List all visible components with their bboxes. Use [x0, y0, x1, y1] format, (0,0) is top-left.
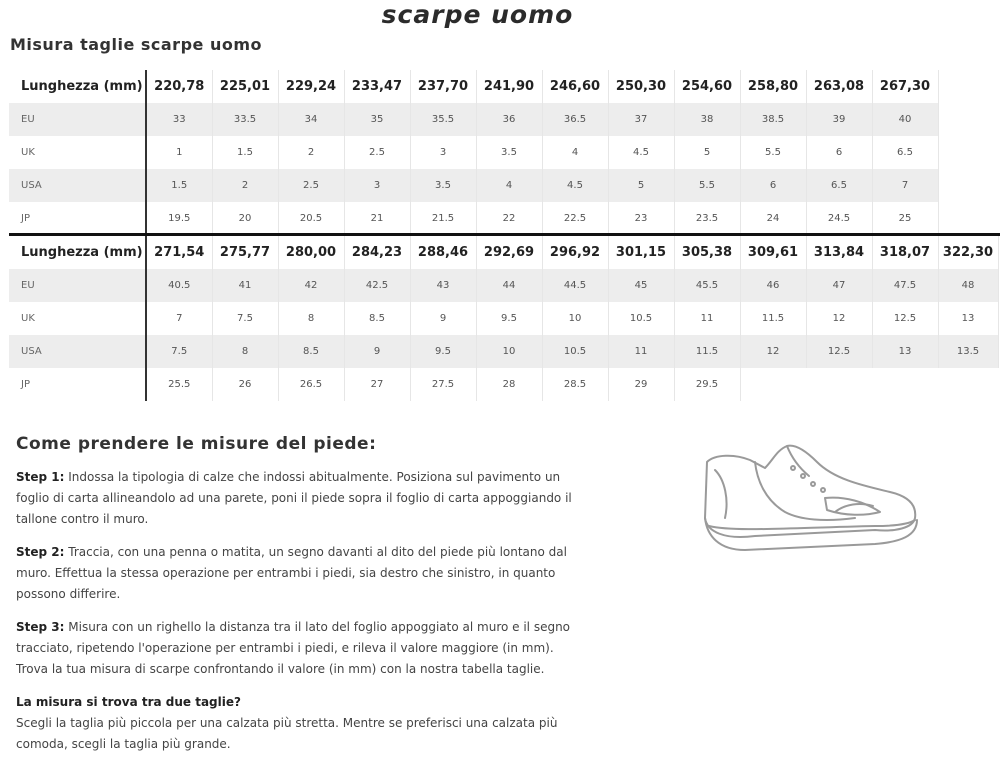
step-3-label: Step 3:	[16, 620, 65, 634]
size-cell: 3.5	[476, 136, 542, 169]
size-cell: 250,30	[608, 70, 674, 103]
size-cell: 4	[542, 136, 608, 169]
size-cell: 13	[938, 302, 998, 335]
size-cell: 5	[674, 136, 740, 169]
size-cell: 6	[806, 136, 872, 169]
tip	[16, 692, 576, 755]
size-cell: 225,01	[212, 70, 278, 103]
size-cell: 25.5	[146, 368, 212, 401]
step-2-label: Step 2:	[16, 545, 65, 559]
size-cell: 6.5	[806, 169, 872, 202]
size-table-2	[9, 236, 999, 401]
size-cell: 27	[344, 368, 410, 401]
size-cell: 4	[476, 169, 542, 202]
size-cell: 41	[212, 269, 278, 302]
size-cell: 292,69	[476, 236, 542, 269]
size-cell: 229,24	[278, 70, 344, 103]
size-cell: 280,00	[278, 236, 344, 269]
size-cell: 2	[212, 169, 278, 202]
size-cell: 22	[476, 202, 542, 235]
size-cell: 24.5	[806, 202, 872, 235]
size-cell: 296,92	[542, 236, 608, 269]
sneaker-outline-icon	[695, 440, 925, 555]
size-cell: 46	[740, 269, 806, 302]
size-cell: 37	[608, 103, 674, 136]
size-cell: 220,78	[146, 70, 212, 103]
size-cell: 7	[872, 169, 938, 202]
row-uk	[9, 136, 938, 169]
size-cell: 309,61	[740, 236, 806, 269]
size-cell: 19.5	[146, 202, 212, 235]
row-jp	[9, 202, 938, 235]
size-cell: 12.5	[872, 302, 938, 335]
size-cell: 38.5	[740, 103, 806, 136]
step-2	[16, 542, 576, 605]
size-cell: 20	[212, 202, 278, 235]
size-cell: 237,70	[410, 70, 476, 103]
size-cell: 5.5	[674, 169, 740, 202]
row-label: EU	[9, 103, 146, 136]
size-cell: 36	[476, 103, 542, 136]
row-lunghezza	[9, 236, 998, 269]
measuring-guide	[16, 434, 576, 767]
size-cell: 45.5	[674, 269, 740, 302]
size-cell: 8	[278, 302, 344, 335]
size-cell: 33	[146, 103, 212, 136]
size-cell: 45	[608, 269, 674, 302]
size-cell: 4.5	[542, 169, 608, 202]
size-cell: 13	[872, 335, 938, 368]
size-cell: 233,47	[344, 70, 410, 103]
size-cell: 12	[740, 335, 806, 368]
size-cell: 1	[146, 136, 212, 169]
size-cell	[806, 368, 872, 401]
size-cell: 9.5	[410, 335, 476, 368]
size-cell: 11	[608, 335, 674, 368]
size-cell: 322,30	[938, 236, 998, 269]
size-cell: 47.5	[872, 269, 938, 302]
size-cell: 47	[806, 269, 872, 302]
size-cell: 36.5	[542, 103, 608, 136]
size-cell: 3	[344, 169, 410, 202]
size-cell: 33.5	[212, 103, 278, 136]
row-label: Lunghezza (mm)	[9, 70, 146, 103]
row-label: USA	[9, 169, 146, 202]
size-cell: 26.5	[278, 368, 344, 401]
row-jp	[9, 368, 998, 401]
size-cell: 5.5	[740, 136, 806, 169]
row-label: Lunghezza (mm)	[9, 236, 146, 269]
step-1-label: Step 1:	[16, 470, 65, 484]
size-cell: 29.5	[674, 368, 740, 401]
size-cell: 5	[608, 169, 674, 202]
size-cell: 313,84	[806, 236, 872, 269]
size-cell: 301,15	[608, 236, 674, 269]
size-cell	[740, 368, 806, 401]
size-cell: 42	[278, 269, 344, 302]
size-cell: 8.5	[278, 335, 344, 368]
size-cell: 9	[410, 302, 476, 335]
size-cell: 23	[608, 202, 674, 235]
size-cell: 7.5	[212, 302, 278, 335]
size-cell: 29	[608, 368, 674, 401]
size-cell: 22.5	[542, 202, 608, 235]
tip-answer: Scegli la taglia più piccola per una calzata più stretta. Mentre se preferisci una calzata più comoda, scegli la taglia più grande.	[16, 716, 558, 751]
size-cell: 44	[476, 269, 542, 302]
size-cell: 28.5	[542, 368, 608, 401]
size-cell: 254,60	[674, 70, 740, 103]
step-3	[16, 617, 576, 680]
size-table-1	[9, 70, 939, 235]
size-cell: 271,54	[146, 236, 212, 269]
guide-heading: Come prendere le misure del piede:	[16, 434, 377, 454]
size-cell	[938, 368, 998, 401]
size-cell: 25	[872, 202, 938, 235]
size-cell: 43	[410, 269, 476, 302]
row-uk	[9, 302, 998, 335]
size-cell: 3.5	[410, 169, 476, 202]
row-usa	[9, 335, 998, 368]
size-cell: 2.5	[344, 136, 410, 169]
size-cell: 246,60	[542, 70, 608, 103]
size-cell: 28	[476, 368, 542, 401]
size-cell: 34	[278, 103, 344, 136]
row-label: UK	[9, 136, 146, 169]
size-cell: 23.5	[674, 202, 740, 235]
size-cell: 27.5	[410, 368, 476, 401]
size-cell: 288,46	[410, 236, 476, 269]
row-eu	[9, 269, 998, 302]
size-cell: 40.5	[146, 269, 212, 302]
size-cell: 1.5	[146, 169, 212, 202]
row-eu	[9, 103, 938, 136]
size-cell: 3	[410, 136, 476, 169]
size-cell: 10.5	[542, 335, 608, 368]
size-cell: 21.5	[410, 202, 476, 235]
size-cell: 8.5	[344, 302, 410, 335]
size-cell: 9	[344, 335, 410, 368]
size-cell: 318,07	[872, 236, 938, 269]
size-cell: 42.5	[344, 269, 410, 302]
size-cell	[872, 368, 938, 401]
size-cell: 305,38	[674, 236, 740, 269]
size-cell: 35	[344, 103, 410, 136]
row-label: JP	[9, 368, 146, 401]
row-label: JP	[9, 202, 146, 235]
size-cell: 1.5	[212, 136, 278, 169]
size-cell: 10	[542, 302, 608, 335]
size-cell: 40	[872, 103, 938, 136]
step-1-text: Indossa la tipologia di calze che indossi abitualmente. Posiziona sul pavimento un foglio di carta allineandolo ad una parete, poni il piede sopra il foglio di carta appoggiando il tallone contro il muro.	[16, 470, 572, 526]
size-cell: 13.5	[938, 335, 998, 368]
row-lunghezza	[9, 70, 938, 103]
section-title: Misura taglie scarpe uomo	[10, 35, 262, 54]
size-cell: 2.5	[278, 169, 344, 202]
size-cell: 39	[806, 103, 872, 136]
size-cell: 284,23	[344, 236, 410, 269]
size-cell: 11.5	[740, 302, 806, 335]
size-cell: 11	[674, 302, 740, 335]
size-cell: 267,30	[872, 70, 938, 103]
size-cell: 263,08	[806, 70, 872, 103]
size-cell: 24	[740, 202, 806, 235]
size-cell: 10.5	[608, 302, 674, 335]
size-cell: 275,77	[212, 236, 278, 269]
size-cell: 9.5	[476, 302, 542, 335]
size-cell: 20.5	[278, 202, 344, 235]
size-cell: 48	[938, 269, 998, 302]
size-cell: 35.5	[410, 103, 476, 136]
page-title: scarpe uomo	[381, 0, 574, 29]
size-cell: 258,80	[740, 70, 806, 103]
size-cell: 6	[740, 169, 806, 202]
size-cell: 7	[146, 302, 212, 335]
step-3-text: Misura con un righello la distanza tra il lato del foglio appoggiato al muro e il segno tracciato, ripetendo l'operazione per entrambi i piedi, e rileva il valore maggiore (in mm). Trova la tua misura di scarpe confrontando il valore (in mm) con la nostra tabella taglie.	[16, 620, 571, 676]
row-label: EU	[9, 269, 146, 302]
size-cell: 10	[476, 335, 542, 368]
row-label: UK	[9, 302, 146, 335]
size-cell: 44.5	[542, 269, 608, 302]
size-cell: 241,90	[476, 70, 542, 103]
step-2-text: Traccia, con una penna o matita, un segno davanti al dito del piede più lontano dal muro. Effettua la stessa operazione per entrambi i piedi, sia destro che sinistro, in quanto possono differire.	[16, 545, 567, 601]
size-cell: 8	[212, 335, 278, 368]
size-cell: 38	[674, 103, 740, 136]
tip-question: La misura si trova tra due taglie?	[16, 695, 241, 709]
row-label: USA	[9, 335, 146, 368]
size-cell: 7.5	[146, 335, 212, 368]
size-cell: 26	[212, 368, 278, 401]
size-cell: 12.5	[806, 335, 872, 368]
size-cell: 4.5	[608, 136, 674, 169]
size-cell: 2	[278, 136, 344, 169]
size-cell: 11.5	[674, 335, 740, 368]
step-1	[16, 467, 576, 530]
size-cell: 12	[806, 302, 872, 335]
row-usa	[9, 169, 938, 202]
size-cell: 6.5	[872, 136, 938, 169]
size-cell: 21	[344, 202, 410, 235]
